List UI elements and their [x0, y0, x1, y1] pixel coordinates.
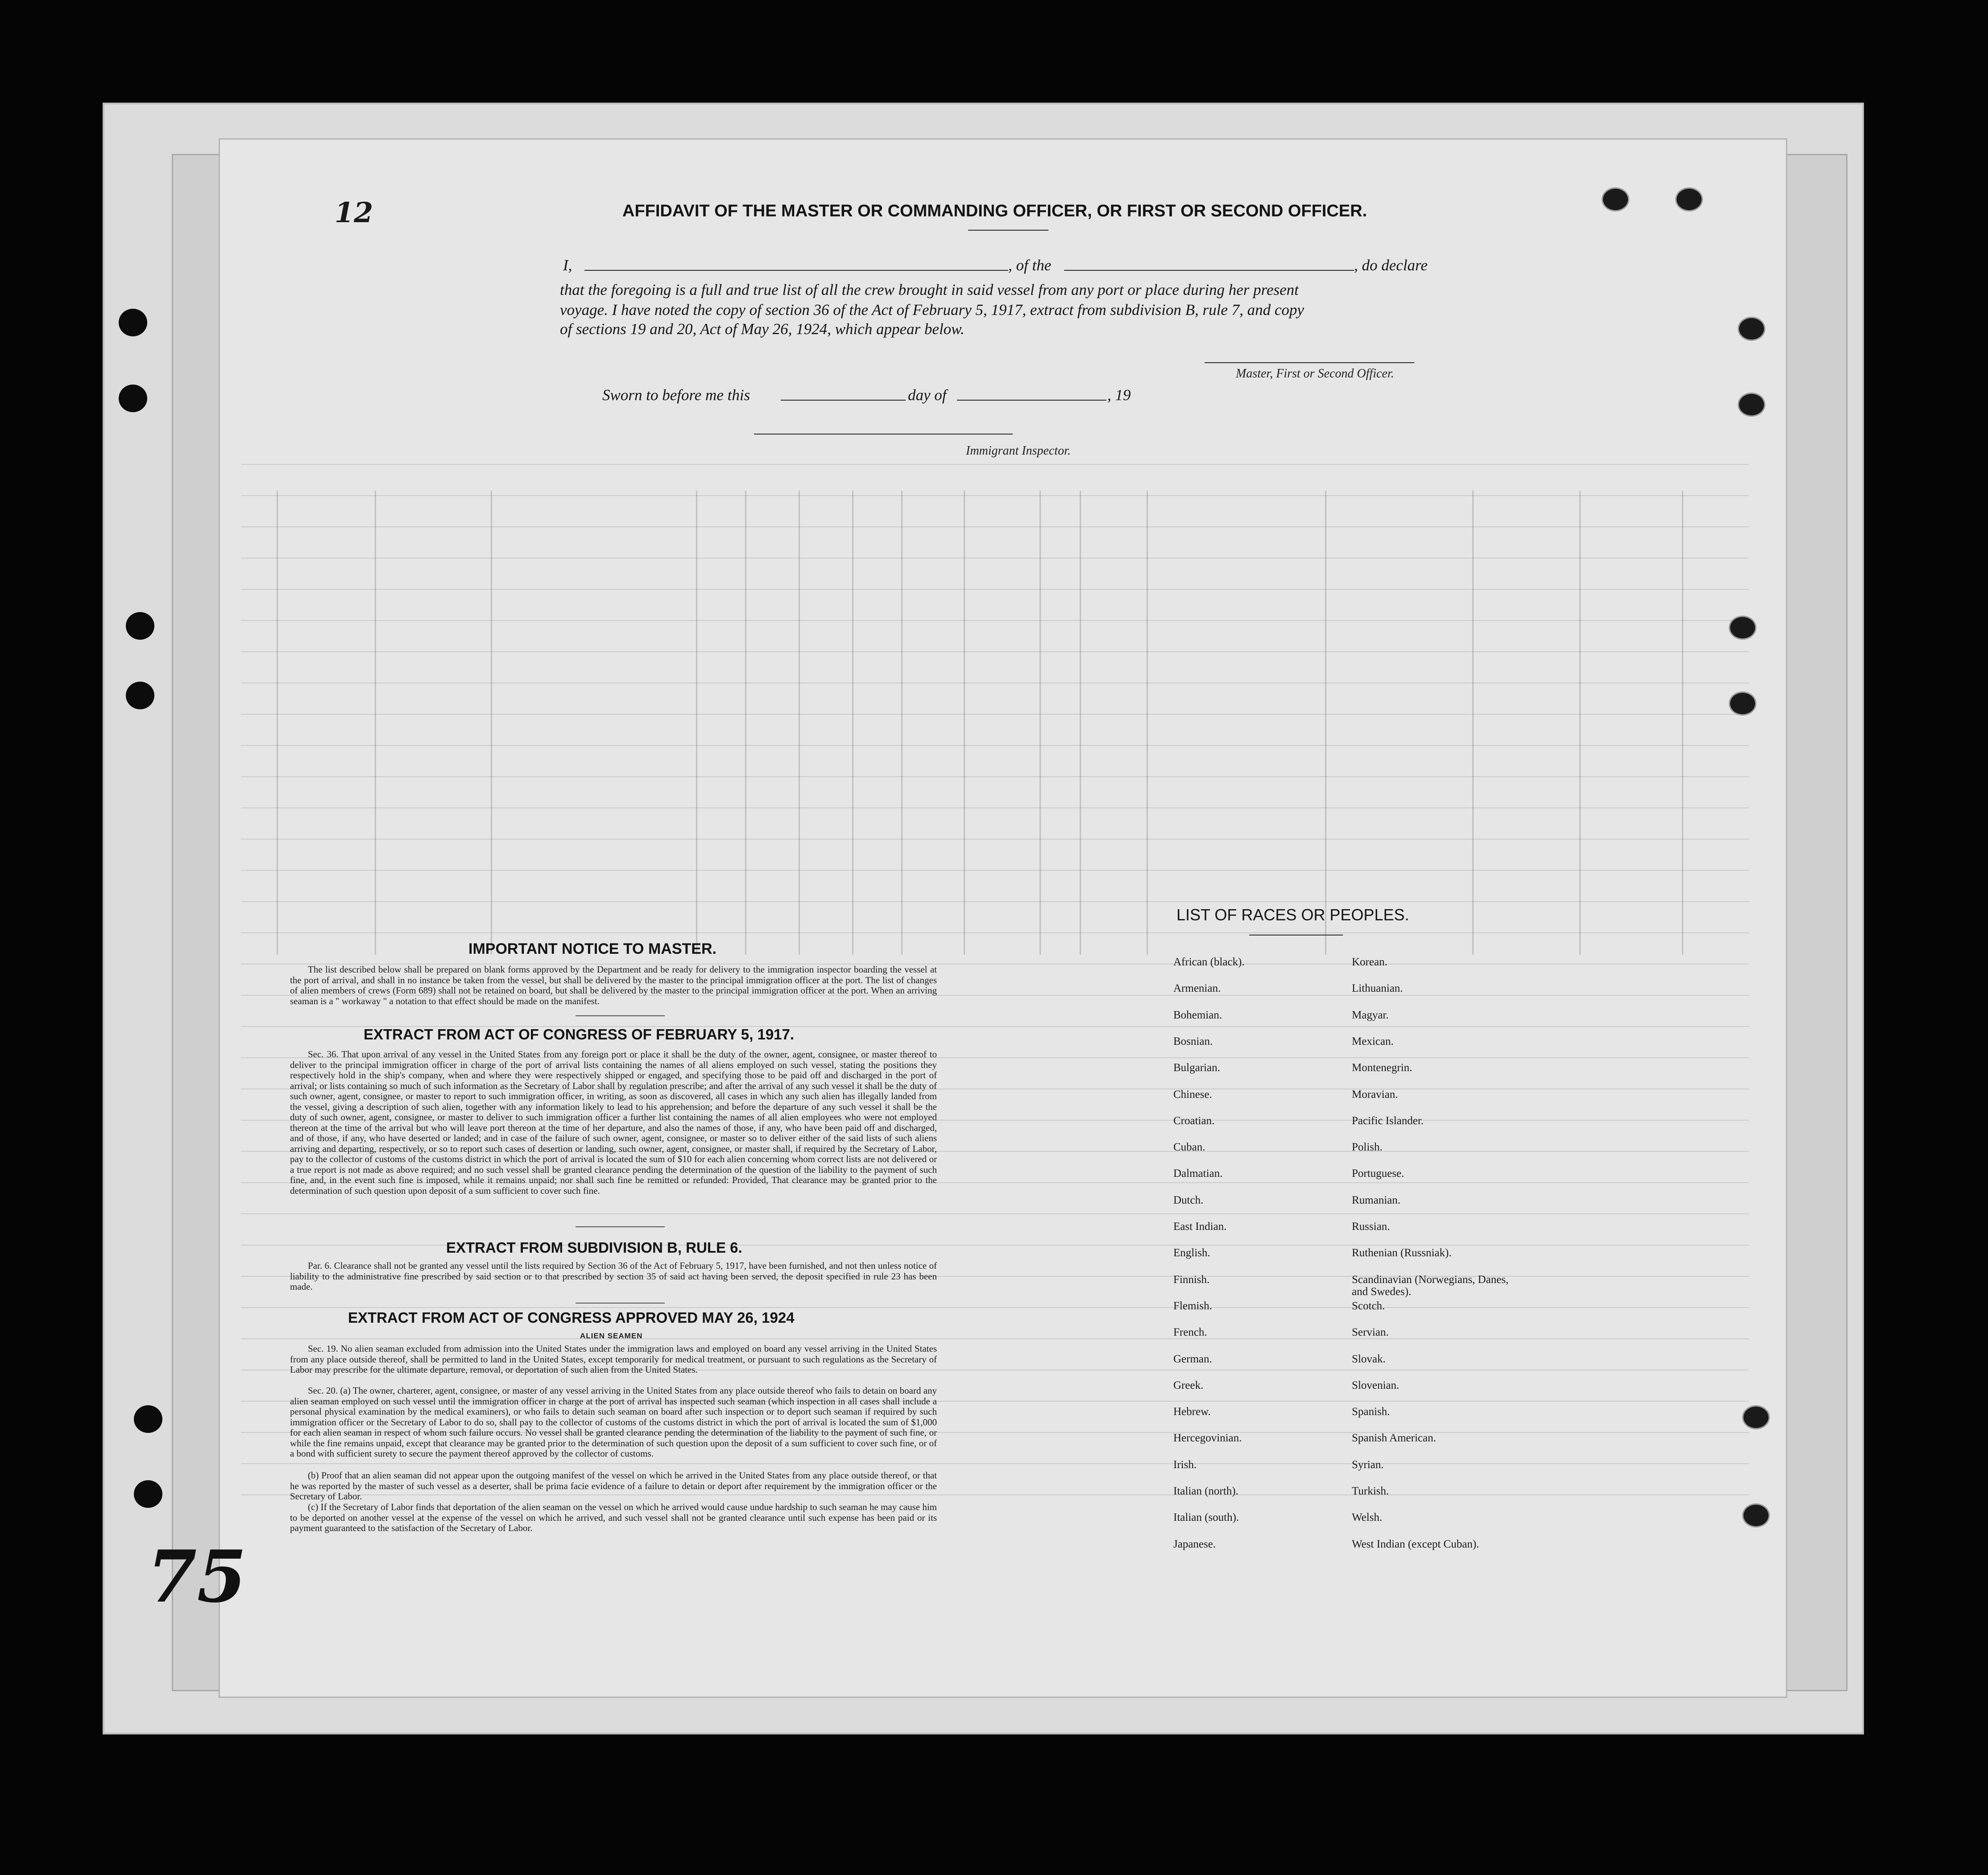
race-item: Japanese. [1173, 1538, 1216, 1550]
divider [576, 1226, 665, 1227]
race-item: Bulgarian. [1173, 1062, 1220, 1074]
punch-hole [1675, 187, 1703, 211]
divider [576, 1015, 665, 1016]
race-item: Italian (north). [1173, 1485, 1238, 1497]
grid-line [241, 464, 1749, 465]
grid-line [277, 491, 278, 955]
race-item: Slovak. [1352, 1353, 1386, 1365]
notice-body: The list described below shall be prepared on blank forms approved by the Department and be ready for delivery to the immigration inspector boarding the vessel at the port of arrival, and shall in no instance be taken from the vessel, but shall be delivered by the master to the principal immigration officer at the port. The list of changes of alien members of crews (Form 689) shall not be retained on board, but shall be delivered by the master to the principal immigration officer at the port. When an arriving seaman is a " workaway " a notation to that effect should be made on the manifest. [290, 964, 937, 1006]
race-item: Scandinavian (Norwegians, Danes, and Swedes). [1352, 1273, 1509, 1298]
punch-hole [1738, 317, 1765, 341]
grid-line [241, 901, 1749, 902]
race-item: Pacific Islander. [1352, 1114, 1424, 1127]
race-item: Magyar. [1352, 1009, 1389, 1021]
race-item: Armenian. [1173, 982, 1221, 995]
race-item: Servian. [1352, 1326, 1389, 1339]
race-item: Russian. [1352, 1221, 1390, 1233]
affidavit-line1-mid: , of the [1008, 257, 1052, 274]
grid-line [241, 651, 1749, 652]
affidavit-line2: that the foregoing is a full and true list of all the crew brought in said vessel from any port or place during her present [560, 281, 1299, 298]
grid-line [1579, 491, 1581, 955]
race-item: Rumanian. [1352, 1194, 1401, 1206]
extract-1917-title: EXTRACT FROM ACT OF CONGRESS OF FEBRUARY 5, 1917. [364, 1026, 795, 1043]
blank-month [957, 400, 1106, 401]
extract-rule6-body: Par. 6. Clearance shall not be granted any vessel until the lists required by Section 36 of the Act of February 5, 1917, have been furnished, and not then unless notice of liability to the administrative fine prescribed by said section or to that prescribed by section 35 of said act having been served, the deposit specified in rule 23 has been made. [290, 1260, 937, 1292]
extract-1924-sec20b: (b) Proof that an alien seaman did not appear upon the outgoing manifest of the vessel on which he arrived in the United States from any place outside thereof, or that he was reported by the master of such vessel as a deserter, shall be prima facie evidence of a failure to detain or deport after requirement by the immigration officer or the Secretary of Labor. [290, 1470, 937, 1502]
race-item: Hebrew. [1173, 1406, 1211, 1418]
race-item: Irish. [1173, 1458, 1197, 1471]
punch-hole [119, 385, 147, 412]
blank-name [584, 270, 1008, 271]
race-item: Scotch. [1352, 1300, 1385, 1312]
grid-line [241, 714, 1749, 715]
affidavit-title: AFFIDAVIT OF THE MASTER OR COMMANDING OFFICER, OR FIRST OR SECOND OFFICER. [622, 202, 1367, 220]
extract-1917-body: Sec. 36. That upon arrival of any vessel in the United States from any foreign port or place it shall be the duty of the owner, agent, consignee, or master thereof to deliver to the principal immigration officer in charge of the port of arrival lists containing the names of all aliens employed on such vessel, stating the positions they respectively hold in the ship's company, when and where they were respectively shipped or engaged, and specifying those to be paid off and discharged in the port of arrival; or lists containing so much of such information as the Secretary of Labor shall by regulation prescribe; and after the arrival of any such vessel it shall be the duty of such owner, agent, consignee, or master to report to such immigration officer, in writing, as soon as discovered, all cases in which any such alien has illegally landed from the vessel, giving a description of such alien, together with any information likely to lead to his apprehension; and before the departure of any such vessel it shall be the duty of such owner, agent, consignee, or master to deliver to such immigration officer a further list containing the names of all alien employees who were not employed thereon at the time of the arrival but who will leave port thereon at the time of her departure, and also the names of those, if any, who have been paid off and discharged, and of those, if any, who have deserted or landed; and in case of the failure of such owner, agent, consignee, or master so to deliver either of the said lists of such aliens arriving and departing, respectively, or so to report such cases of desertion or landing, such owner, agent, consignee, or master shall, if required by the Secretary of Labor, pay to the collector of customs of the customs district in which the port of arrival is located the sum of $10 for each alien concerning whom correct lists are not delivered or a true report is not made as above required; and no such vessel shall be granted clearance pending the determination of the question of the liability to the payment of such fine, and, in the event such fine is imposed, while it remains unpaid; nor shall such fine be remitted or refunded: Provided, That clearance may be granted prior to the determination of such question upon deposit of a sum sufficient to cover such fine. [290, 1049, 937, 1196]
grid-line [241, 839, 1749, 840]
extract-1924-sec19: Sec. 19. No alien seaman excluded from admission into the United States under the immigration laws and employed on board any vessel arriving in the United States from any place outside thereof, shall be permitted to land in the United States, except temporarily for medical treatment, or pursuant to such regulations as the Secretary of Labor may prescribe for the ultimate departure, removal, or deportation of such alien from the United States. [290, 1343, 937, 1375]
punch-hole [1742, 1503, 1770, 1527]
race-item: Welsh. [1352, 1511, 1383, 1524]
grid-line [241, 558, 1749, 559]
affidavit-line3: voyage. I have noted the copy of section 36 of the Act of February 5, 1917, extract from subdivision B, rule 7, and copy [560, 301, 1304, 319]
race-item: Spanish. [1352, 1406, 1390, 1418]
grid-line [241, 1307, 1749, 1308]
grid-line [241, 589, 1749, 590]
sworn-start: Sworn to before me this [602, 386, 750, 404]
affidavit-line1-start: I, [563, 257, 572, 274]
grid-line [375, 491, 376, 955]
race-item: Polish. [1352, 1141, 1383, 1154]
grid-line [491, 491, 492, 955]
punch-hole [126, 612, 154, 640]
race-item: Bosnian. [1173, 1035, 1213, 1047]
race-item: English. [1173, 1247, 1210, 1259]
signature-label: Master, First or Second Officer. [1236, 367, 1394, 381]
race-item: Flemish. [1173, 1300, 1212, 1312]
extract-1924-sec20a: Sec. 20. (a) The owner, charterer, agent, consignee, or master of any vessel arriving in the United States from any place outside thereof who fails to detain on board any alien seaman employed on such vessel until the immigration officer in charge at the port of arrival has inspected such seaman (which inspection in all cases shall include a personal physical examination by the medical examiners), or who fails to detain such seaman on board after such inspection or to deport such seaman if required by such immigration officer or the Secretary of Labor to do so, shall pay to the collector of customs of the customs district in which the port of arrival is located the sum of $1,000 for each alien seaman in respect of whom such failure occurs. No vessel shall be granted clearance pending the determination of the liability to the payment of such fine, or while the fine remains unpaid, except that clearance may be granted prior to the determination of such question upon the deposit of a sum sufficient to cover such fine, or of a bond with sufficient surety to secure the payment thereof approved by the collector of customs. [290, 1385, 937, 1459]
grid-line [241, 932, 1749, 933]
margin-mark-top: 12 [335, 196, 373, 229]
race-item: Bohemian. [1173, 1009, 1222, 1021]
divider [576, 1303, 665, 1304]
race-item: Moravian. [1352, 1088, 1398, 1101]
grid-line [241, 807, 1749, 808]
grid-line [1682, 491, 1683, 955]
punch-hole [126, 682, 154, 709]
grid-line [241, 870, 1749, 871]
extract-1924-sec20c: (c) If the Secretary of Labor finds that deportation of the alien seaman on the vessel on which he arrived would cause undue hardship to such seaman he may cause him to be deported on another vessel at the expense of the vessel on which he arrived, and such vessel shall not be granted clearance until such expense has been paid or its payment guaranteed to the satisfaction of the Secretary of Labor. [290, 1502, 937, 1533]
race-item: Dalmatian. [1173, 1167, 1223, 1180]
race-item: Slovenian. [1352, 1379, 1400, 1391]
race-item: Montenegrin. [1352, 1062, 1412, 1074]
race-item: Ruthenian (Russniak). [1352, 1247, 1452, 1259]
blank-day [781, 400, 906, 401]
inspector-line [754, 434, 1013, 435]
grid-line [696, 491, 697, 955]
race-item: Korean. [1352, 956, 1387, 968]
grid-line [964, 491, 965, 955]
punch-hole [1742, 1405, 1770, 1429]
race-item: African (black). [1173, 956, 1245, 968]
grid-line [241, 1338, 1749, 1339]
grid-line [901, 491, 903, 955]
sworn-day: day of [908, 386, 947, 404]
grid-line [241, 1463, 1749, 1464]
notice-title: IMPORTANT NOTICE TO MASTER. [468, 940, 717, 957]
race-item: French. [1173, 1326, 1207, 1339]
race-item: Finnish. [1173, 1273, 1210, 1286]
sworn-year: , 19 [1107, 386, 1131, 404]
race-item: Spanish American. [1352, 1432, 1436, 1445]
race-item: Cuban. [1173, 1141, 1205, 1154]
race-item: Portuguese. [1352, 1167, 1404, 1180]
inspector-label: Immigrant Inspector. [966, 444, 1071, 458]
grid-line [852, 491, 853, 955]
grid-line [745, 491, 746, 955]
grid-line [241, 495, 1749, 496]
race-item: Lithuanian. [1352, 982, 1403, 995]
affidavit-line1-end: , do declare [1354, 257, 1428, 274]
margin-mark-bottom: 75 [147, 1535, 247, 1618]
race-item: Italian (south). [1173, 1511, 1239, 1524]
races-title: LIST OF RACES OR PEOPLES. [1176, 906, 1409, 924]
grid-line [241, 1213, 1749, 1214]
grid-line [241, 526, 1749, 527]
extract-1924-title: EXTRACT FROM ACT OF CONGRESS APPROVED MAY 26, 1924 [348, 1309, 795, 1326]
grid-line [1325, 491, 1326, 955]
punch-hole [1602, 187, 1629, 211]
grid-line [1472, 491, 1474, 955]
blank-vessel [1064, 270, 1354, 271]
race-item: Hercegovinian. [1173, 1432, 1242, 1445]
extract-rule6-title: EXTRACT FROM SUBDIVISION B, RULE 6. [446, 1239, 742, 1256]
grid-line [1147, 491, 1148, 955]
punch-hole [1738, 393, 1765, 417]
grid-line [241, 620, 1749, 621]
race-item: East Indian. [1173, 1221, 1227, 1233]
punch-hole [134, 1405, 162, 1433]
punch-hole [1729, 616, 1756, 640]
race-item: Chinese. [1173, 1088, 1212, 1101]
race-item: West Indian (except Cuban). [1352, 1538, 1479, 1550]
race-item: Mexican. [1352, 1035, 1394, 1047]
grid-line [1080, 491, 1081, 955]
race-item: Syrian. [1352, 1458, 1384, 1471]
punch-hole [119, 309, 147, 336]
grid-line [1040, 491, 1041, 955]
punch-hole [134, 1480, 162, 1508]
extract-1924-subtitle: ALIEN SEAMEN [580, 1332, 643, 1340]
grid-line [241, 776, 1749, 777]
race-item: Greek. [1173, 1379, 1204, 1391]
grid-line [241, 745, 1749, 746]
race-item: Croatian. [1173, 1114, 1215, 1127]
race-item: Dutch. [1173, 1194, 1204, 1206]
grid-line [799, 491, 800, 955]
affidavit-line4: of sections 19 and 20, Act of May 26, 1924, which appear below. [560, 320, 965, 338]
signature-line [1205, 362, 1414, 363]
race-item: German. [1173, 1353, 1212, 1365]
divider [968, 230, 1048, 231]
punch-hole [1729, 691, 1756, 716]
race-item: Turkish. [1352, 1485, 1389, 1497]
